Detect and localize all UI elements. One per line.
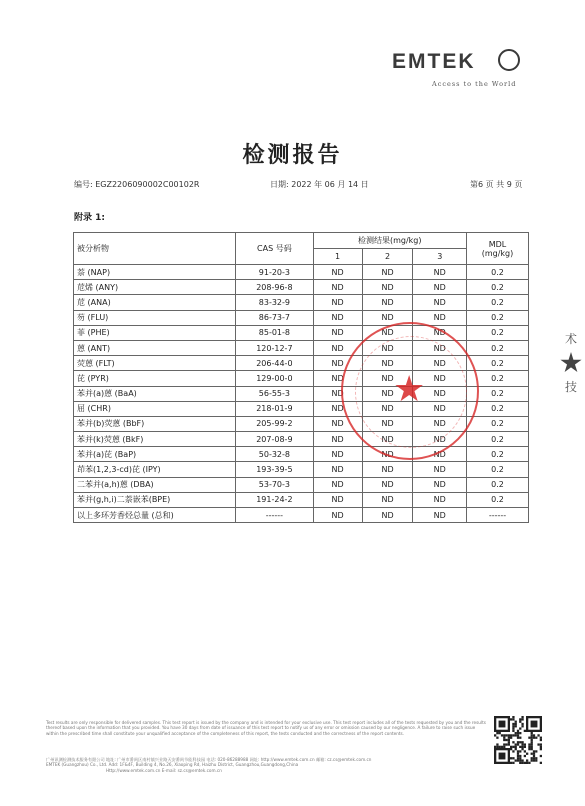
table-row: [74, 325, 529, 340]
header-result-1: 1: [313, 249, 362, 265]
cell-result-2: ND: [362, 508, 413, 523]
cell-mdl: 0.2: [467, 386, 529, 401]
table-row: [74, 295, 529, 310]
cell-result-3: ND: [413, 295, 467, 310]
appendix-label: 附录 1:: [74, 213, 105, 223]
company-logo: [392, 50, 522, 88]
header-cas: CAS 号码: [236, 233, 313, 265]
cell-analyte: 萘 (NAP): [74, 265, 236, 280]
cell-result-2: ND: [362, 462, 413, 477]
cell-result-2: ND: [362, 356, 413, 371]
cell-result-2: ND: [362, 401, 413, 416]
header-mdl-unit: (mg/kg): [481, 248, 514, 258]
table-row: [74, 310, 529, 325]
cell-cas: 208-96-8: [236, 280, 313, 295]
cell-result-2: ND: [362, 432, 413, 447]
cell-result-3: ND: [413, 462, 467, 477]
footer-address-en: EMTEK (Guangzhou) Co., Ltd. Add: 1F&4F, Building 4, No.26, Xiaoping Rd, Haizhu District, Guangzhou,Guangdong,China: [46, 762, 299, 768]
logo-brand: EMTEK: [392, 50, 476, 73]
cell-mdl: 0.2: [467, 356, 529, 371]
header-mdl: [467, 233, 529, 265]
cell-cas: 91-20-3: [236, 265, 313, 280]
cell-result-1: ND: [313, 325, 362, 340]
cell-analyte: 荧蒽 (FLT): [74, 356, 236, 371]
cell-result-3: ND: [413, 371, 467, 386]
cell-mdl: 0.2: [467, 325, 529, 340]
cell-result-1: ND: [313, 386, 362, 401]
cell-result-2: ND: [362, 295, 413, 310]
cell-analyte: 芘 (PYR): [74, 371, 236, 386]
header-mdl-label: MDL: [488, 239, 507, 249]
cell-analyte: 苯并(b)荧蒽 (BbF): [74, 416, 236, 431]
cell-cas: 85-01-8: [236, 325, 313, 340]
table-row: [74, 477, 529, 492]
cell-cas: 218-01-9: [236, 401, 313, 416]
cell-result-1: ND: [313, 371, 362, 386]
cell-mdl: ------: [467, 508, 529, 523]
cell-cas: ------: [236, 508, 313, 523]
cell-analyte: 菲 (PHE): [74, 325, 236, 340]
footer-address-cn: 广州讯测检测技术服务有限公司 地址: 广州市番禺区南村镇兴业路天安番禺节能科技园 电话: 020-86288988 网址: http://www.emtek.com.cn 邮箱: cz.cs@emtek.com.cn: [46, 757, 372, 762]
cell-mdl: 0.2: [467, 477, 529, 492]
report-date: 日期: 2022 年 06 月 14 日: [270, 180, 369, 189]
cell-mdl: 0.2: [467, 416, 529, 431]
table-row: [74, 508, 529, 523]
cell-result-3: ND: [413, 265, 467, 280]
cell-cas: 207-08-9: [236, 432, 313, 447]
cell-result-3: ND: [413, 477, 467, 492]
cell-result-1: ND: [313, 477, 362, 492]
cell-mdl: 0.2: [467, 432, 529, 447]
cell-result-1: ND: [313, 265, 362, 280]
cell-result-3: ND: [413, 356, 467, 371]
cell-cas: 86-73-7: [236, 310, 313, 325]
cell-result-1: ND: [313, 447, 362, 462]
cell-cas: 53-70-3: [236, 477, 313, 492]
cell-mdl: 0.2: [467, 310, 529, 325]
cell-cas: 191-24-2: [236, 492, 313, 507]
company-seal: [341, 322, 479, 460]
cell-result-3: ND: [413, 325, 467, 340]
cell-analyte: 芴 (FLU): [74, 310, 236, 325]
cell-mdl: 0.2: [467, 340, 529, 355]
cell-result-3: ND: [413, 340, 467, 355]
cell-result-1: ND: [313, 295, 362, 310]
report-number: 编号: EGZ2206090002C00102R: [74, 180, 200, 189]
cell-mdl: 0.2: [467, 401, 529, 416]
edge-star-icon: [560, 352, 582, 374]
cell-mdl: 0.2: [467, 265, 529, 280]
page-indicator: 第6 页 共 9 页: [470, 180, 523, 189]
cell-analyte: 二苯并(a,h)蒽 (DBA): [74, 477, 236, 492]
table-row: [74, 492, 529, 507]
cell-cas: 120-12-7: [236, 340, 313, 355]
header-result-3: 3: [413, 249, 467, 265]
header-analyte: 被分析物: [74, 233, 236, 265]
cell-result-1: ND: [313, 508, 362, 523]
cell-result-3: ND: [413, 386, 467, 401]
cell-result-1: ND: [313, 492, 362, 507]
cell-result-1: ND: [313, 432, 362, 447]
cell-analyte: 苯并(g,h,i)二萘嵌苯(BPE): [74, 492, 236, 507]
cell-result-1: ND: [313, 462, 362, 477]
cell-cas: 205-99-2: [236, 416, 313, 431]
cell-result-1: ND: [313, 340, 362, 355]
cell-analyte: 苊 (ANA): [74, 295, 236, 310]
cell-result-3: ND: [413, 401, 467, 416]
edge-seal-fragment-bottom: 技: [565, 380, 578, 394]
logo-tagline: Access to the World: [432, 80, 517, 88]
cell-result-3: ND: [413, 416, 467, 431]
cell-analyte: 苯并(a)蒽 (BaA): [74, 386, 236, 401]
cell-cas: 83-32-9: [236, 295, 313, 310]
cell-analyte: 苊烯 (ANY): [74, 280, 236, 295]
cell-analyte: 以上多环芳香烃总量 (总和): [74, 508, 236, 523]
cell-mdl: 0.2: [467, 280, 529, 295]
footer-contact: [46, 757, 486, 773]
cell-result-3: ND: [413, 447, 467, 462]
seal-star-icon: ★: [393, 369, 426, 410]
cell-result-3: ND: [413, 310, 467, 325]
cell-result-2: ND: [362, 340, 413, 355]
cell-result-2: ND: [362, 310, 413, 325]
cell-cas: 206-44-0: [236, 356, 313, 371]
cell-analyte: 屈 (CHR): [74, 401, 236, 416]
cell-analyte: 茚苯(1,2,3-cd)芘 (IPY): [74, 462, 236, 477]
cell-result-2: ND: [362, 265, 413, 280]
cell-result-2: ND: [362, 325, 413, 340]
cell-mdl: 0.2: [467, 295, 529, 310]
cell-cas: 56-55-3: [236, 386, 313, 401]
cell-result-2: ND: [362, 492, 413, 507]
cell-analyte: 苯并(k)荧蒽 (BkF): [74, 432, 236, 447]
cell-result-1: ND: [313, 280, 362, 295]
cell-cas: 129-00-0: [236, 371, 313, 386]
table-row: [74, 280, 529, 295]
cell-result-3: ND: [413, 508, 467, 523]
cell-result-2: ND: [362, 386, 413, 401]
cell-result-3: ND: [413, 280, 467, 295]
cell-result-2: ND: [362, 416, 413, 431]
cell-result-3: ND: [413, 492, 467, 507]
logo-emblem-icon: [498, 49, 520, 71]
report-title: 检测报告: [242, 143, 343, 168]
cell-result-3: ND: [413, 432, 467, 447]
cell-result-2: ND: [362, 280, 413, 295]
cell-result-1: ND: [313, 401, 362, 416]
qr-code-icon: [494, 716, 542, 764]
cell-mdl: 0.2: [467, 462, 529, 477]
cell-cas: 50-32-8: [236, 447, 313, 462]
cell-result-2: ND: [362, 477, 413, 492]
cell-result-1: ND: [313, 416, 362, 431]
cell-result-2: ND: [362, 371, 413, 386]
cell-mdl: 0.2: [467, 492, 529, 507]
edge-seal-fragment-top: 术: [565, 332, 578, 346]
cell-mdl: 0.2: [467, 371, 529, 386]
footer-disclaimer: Test results are only responsible for delivered samples. This test report is issued by the company and is intended for your exclusive use. This test report includes all of the tests requested by you and the results thereof based upon the information that you provided. You have 30 days from date of issuance of this test report to notify us of any error or omission caused by our negligence. A failure to raise such issue within the prescribed time shall constitute your unqualified acceptance of the completeness of this report, the tests conducted and the correctness of the report contents.: [46, 720, 486, 736]
cell-result-2: ND: [362, 447, 413, 462]
cell-cas: 193-39-5: [236, 462, 313, 477]
cell-mdl: 0.2: [467, 447, 529, 462]
table-row: [74, 447, 529, 462]
footer-web: Http://www.emtek.com.cn E-mail: sz.cs@emtek.com.cn: [106, 767, 222, 773]
cell-result-1: ND: [313, 310, 362, 325]
cell-result-1: ND: [313, 356, 362, 371]
header-result-2: 2: [362, 249, 413, 265]
cell-analyte: 苯并(a)芘 (BaP): [74, 447, 236, 462]
table-row: [74, 265, 529, 280]
table-row: [74, 462, 529, 477]
header-result: 检测结果(mg/kg): [313, 233, 467, 249]
cell-analyte: 蒽 (ANT): [74, 340, 236, 355]
